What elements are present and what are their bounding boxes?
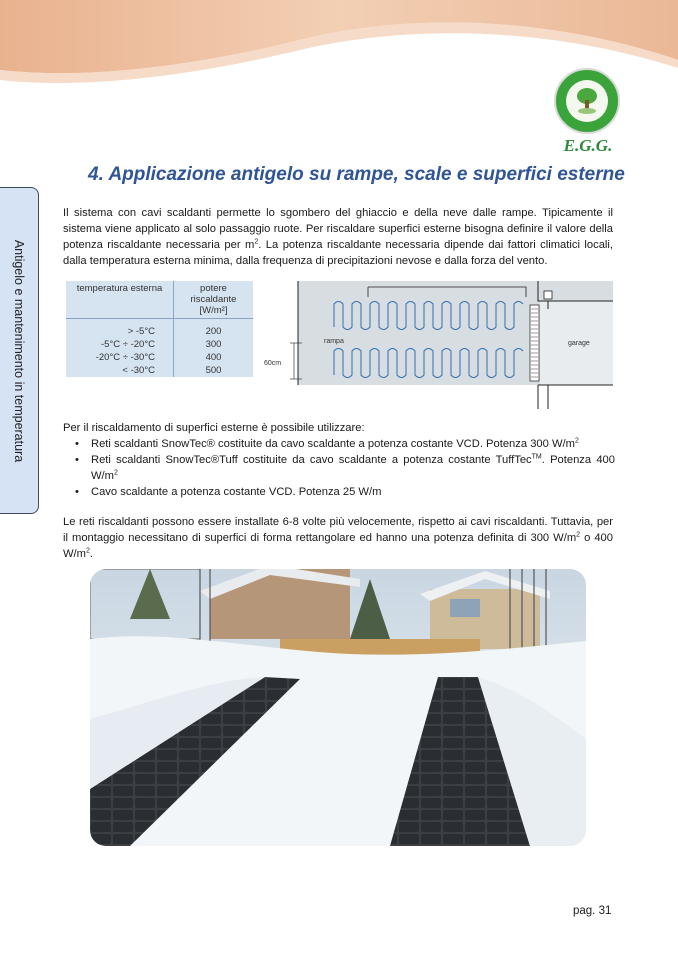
egg-logo xyxy=(552,68,624,156)
table-row xyxy=(66,364,253,377)
table-cell-power: 500 xyxy=(205,364,222,376)
diagram-garage-label: garage xyxy=(568,340,590,347)
closing-text-2: o 400 W/m xyxy=(63,532,614,560)
table-cell-power: 300 xyxy=(205,338,222,350)
list-item-tm: TM xyxy=(531,453,542,461)
options-list xyxy=(63,420,615,500)
intro-sup: 2 xyxy=(254,238,259,246)
options-intro: Per il riscaldamento di superfici esterne è possibile utilizzare: xyxy=(63,422,365,434)
closing-text-3: . xyxy=(89,548,94,560)
logo-text: E.G.G. xyxy=(563,136,613,155)
snow-ramp-photo xyxy=(90,569,586,846)
closing-text-1: Le reti riscaldanti possono essere installate 6-8 volte più velocemente, rispetto ai cavi riscaldanti. Tuttavia, per il montaggio necessitano di superfici di forma rettangolare ed hanno una potenza definita di 300 W/m xyxy=(63,516,613,544)
section-title: Applicazione antigelo su rampe, scale e superfici esterne xyxy=(108,164,625,185)
table-row xyxy=(66,325,253,338)
closing-paragraph xyxy=(63,514,613,562)
side-tab-label: Antigelo e mantenimento in temperatura xyxy=(12,239,26,462)
list-item-sup: 2 xyxy=(574,437,579,445)
diagram-rampa-label: rampa xyxy=(324,338,344,345)
ramp-heating-diagram xyxy=(258,279,618,413)
intro-text-1: Il sistema con cavi scaldanti permette lo sgombero del ghiaccio e della neve dalle rampe. Tipicamente il sistema viene applicato al solo passaggio ruote. Per riscaldare superfici esterne bisogna definire il valore della potenza riscaldante necessaria per m xyxy=(63,207,613,251)
table-cell-temp: -5°C ÷ -20°C xyxy=(66,338,174,351)
table-cell-temp: < -30°C xyxy=(66,364,174,377)
diagram-dim-label: 60cm xyxy=(264,360,282,367)
list-item xyxy=(63,484,615,500)
section-number: 4. xyxy=(88,164,104,185)
table-cell-temp: -20°C ÷ -30°C xyxy=(66,351,174,364)
power-table xyxy=(66,281,253,377)
table-header-power: potere riscaldante [W/m²] xyxy=(174,281,254,319)
table-cell-power: 400 xyxy=(205,351,222,363)
list-item xyxy=(63,436,615,452)
list-item-text: . Potenza 400 W/m xyxy=(91,454,615,482)
page-title xyxy=(88,164,625,186)
section-side-tab xyxy=(0,187,39,514)
intro-text-2: . La potenza riscaldante necessaria dipende dai fattori climatici locali, dalla temperatura esterna minima, dalla frequenza di precipitazioni nevose e dalla forza del vento. xyxy=(63,239,613,267)
table-header-temp: temperatura esterna xyxy=(66,281,174,319)
table-cell-temp: > -5°C xyxy=(66,325,174,338)
list-item-text: Reti scaldanti SnowTec®Tuff costituite da cavo scaldante a potenza costante TuffTec xyxy=(91,454,532,466)
table-row xyxy=(66,351,253,364)
closing-sup-1: 2 xyxy=(576,531,581,539)
table-cell-power: 200 xyxy=(205,325,222,337)
intro-paragraph xyxy=(63,205,613,269)
list-item-sup: 2 xyxy=(114,469,118,477)
list-item-text: Cavo scaldante a potenza costante VCD. Potenza 25 W/m xyxy=(91,486,382,498)
page-number: pag. 31 xyxy=(573,905,612,917)
table-row xyxy=(66,338,253,351)
list-item xyxy=(63,452,615,484)
logo-circle xyxy=(554,68,620,134)
list-item-text: Reti scaldanti SnowTec® costituite da cavo scaldante a potenza costante VCD. Potenza 300 W/m xyxy=(91,438,575,450)
closing-sup-2: 2 xyxy=(86,547,90,555)
logo-tree-icon xyxy=(566,80,608,122)
